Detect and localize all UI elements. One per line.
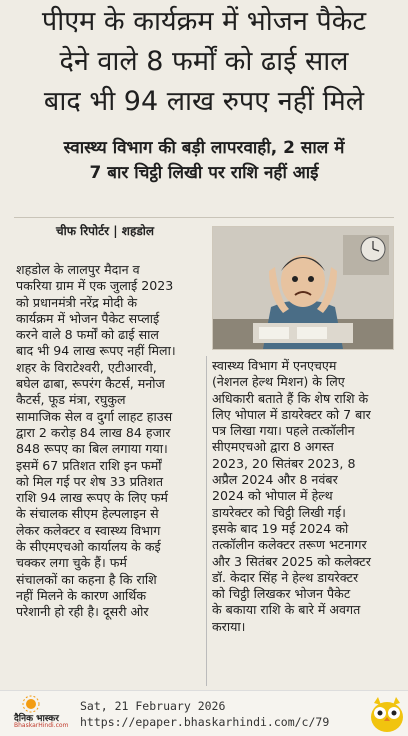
- headline-line-3: बाद भी 94 लाख रुपए नहीं मिले: [43, 86, 365, 117]
- subheadline-line-1: स्वास्थ्य विभाग की बड़ी लापरवाही, 2 साल में: [63, 138, 345, 158]
- stressed-man-icon: [213, 227, 393, 349]
- right-line: तत्कॉलीन कलेक्टर तरूण भटनागर: [212, 537, 367, 553]
- right-line: सीएमएचओ द्वारा 8 अगस्त: [212, 439, 334, 455]
- owl-mascot-icon: [368, 693, 406, 733]
- right-line: अप्रैल 2024 और 8 नवंबर: [212, 472, 338, 488]
- left-line: लेकर कलेक्टर व स्वास्थ्य विभाग: [16, 522, 161, 538]
- right-line: 2023, 20 सितंबर 2023, 8: [212, 455, 356, 471]
- left-line: परेशानी हो रही है। दूसरी ओर: [16, 604, 149, 620]
- left-line: 848 रूपए का बिल लगाया गया।: [16, 441, 168, 457]
- right-line: के बकाया राशि के बारे में अवगत: [212, 602, 361, 618]
- subheadline-line-2: 7 बार चिट्ठी लिखी पर राशि नहीं आई: [89, 163, 319, 183]
- footer-url[interactable]: https://epaper.bhaskarhindi.com/c/79: [80, 715, 330, 729]
- left-line: पकरिया ग्राम में एक जुलाई 2023: [16, 278, 174, 294]
- left-line: द्वारा 2 करोड़ 84 लाख 84 हजार: [16, 424, 171, 440]
- left-line: को प्रधानमंत्री नरेंद्र मोदी के: [16, 294, 138, 310]
- column-rule: [206, 356, 207, 686]
- headline-line-2: देने वाले 8 फर्मों को ढाई साल: [59, 46, 349, 77]
- left-line: चक्कर लगा चुके हैं। फर्म: [16, 555, 127, 571]
- right-column: [212, 358, 396, 635]
- left-line: के संचालक सीएम हेल्पलाइन से: [16, 506, 159, 522]
- illustration-stressed-man: [212, 226, 394, 350]
- right-line: स्वास्थ्य विभाग में एनएचएम: [212, 358, 337, 373]
- right-line: कराया।: [212, 618, 246, 634]
- left-line: को मिल गई पर शेष 33 प्रतिशत: [16, 473, 164, 489]
- footer-date: Sat, 21 February 2026: [80, 699, 226, 713]
- divider: [14, 217, 394, 218]
- left-line: बघेल ढाबा, रूपरंग कैटर्स, मनोज: [16, 376, 165, 392]
- left-line: करने वाले 8 फर्मों को ढाई साल: [16, 327, 159, 343]
- left-column: [16, 262, 202, 621]
- left-line: राशि 94 लाख रूपए के लिए फर्म: [16, 490, 168, 506]
- right-line: 2024 को भोपाल में हेल्थ: [212, 488, 333, 504]
- right-line: डायरेक्टर को चिट्ठी लिखी गई।: [212, 504, 346, 520]
- left-line: शहडोल के लालपुर मैदान व: [16, 262, 140, 277]
- left-line: के सीएमएचओ कार्यालय के कई: [16, 539, 161, 555]
- left-line: शहर के विराटेश्वरी, एटीआरवी,: [16, 359, 157, 375]
- footer: [0, 690, 408, 736]
- bhaskar-logo: [6, 697, 70, 731]
- right-line: लिए भोपाल में डायरेक्टर को 7 बार: [212, 406, 371, 422]
- right-line: अधिकारी बताते हैं कि शेष राशि के: [212, 390, 369, 406]
- left-line: संचालकों का कहना है कि राशि: [16, 571, 157, 587]
- right-line: डॉ. केदार सिंह ने हेल्थ डायरेक्टर: [212, 569, 359, 585]
- left-line: बाद भी 94 लाख रूपए नहीं मिला।: [16, 343, 176, 359]
- right-line: पत्र लिखा गया। पहले तत्कॉलीन: [212, 423, 355, 439]
- left-line: सामाजिक सेल व दुर्गा लाहट हाउस: [16, 408, 173, 424]
- left-line: नहीं मिलने के कारण आर्थिक: [16, 587, 146, 603]
- logo-subtext: BhaskarHindi.com: [14, 722, 69, 729]
- right-line: और 3 सितंबर 2025 को कलेक्टर: [212, 553, 371, 569]
- left-line: कैटर्स, फूड मंत्रा, रघुकुल: [16, 392, 126, 408]
- left-line: इसमें 67 प्रतिशत राशि इन फर्मों: [16, 457, 162, 473]
- right-line: इसके बाद 19 मई 2024 को: [212, 520, 349, 536]
- left-line: कार्यक्रम में भोजन पैकेट सप्लाई: [16, 310, 160, 326]
- right-line: को चिट्ठी लिखकर भोजन पैकेट: [212, 586, 351, 602]
- logo-text: दैनिक भास्कर: [14, 714, 59, 724]
- byline: चीफ रिपोर्टर | शहडोल: [56, 224, 154, 238]
- headline-line-1: पीएम के कार्यक्रम में भोजन पैकेट: [41, 6, 367, 37]
- right-line: (नेशनल हेल्थ मिशन) के लिए: [212, 374, 345, 390]
